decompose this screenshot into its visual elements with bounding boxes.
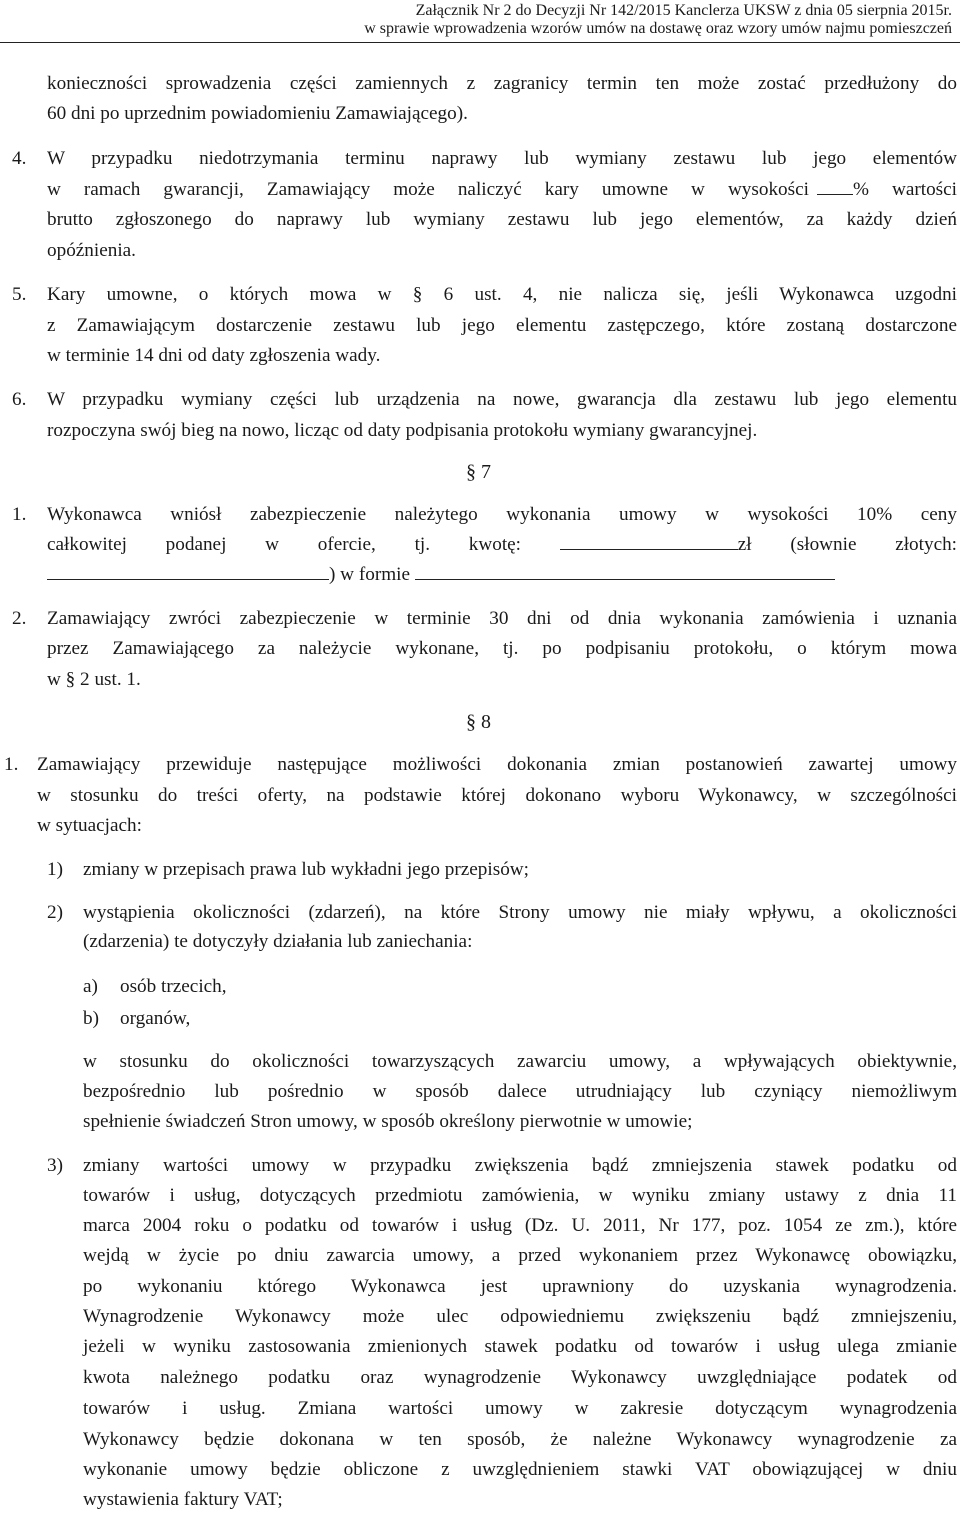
header-line-2: w sprawie wprowadzenia wzorów umów na dostawę oraz wzory umów najmu pomieszczeń xyxy=(364,20,952,37)
section-8-item-1-line-1: Zamawiający przewiduje następujące możliwości dokonania zmian postanowień zawartej umowy xyxy=(37,754,957,775)
list-item-3-line: towarów i usług. Zmiana wartości umowy w zakresie dotyczącym wynagrodzenia xyxy=(83,1398,957,1419)
paragraph-5-line-1 xyxy=(47,283,957,307)
section-8-item-1-line-3: w sytuacjach: xyxy=(37,815,142,836)
section-7-item-1-line-2-text: całkowitej podanej w ofercie, tj. kwotę: xyxy=(47,534,522,555)
section-7-item-2-line-2: przez Zamawiającego za należycie wykonane, tj. po podpisaniu protokołu, o którym mowa xyxy=(47,638,957,659)
amount-blank xyxy=(560,533,738,550)
list-item-3-number: 3) xyxy=(47,1155,63,1176)
section-sign-icon: § xyxy=(466,711,476,733)
paragraph-4-line-1: W przypadku niedotrzymania terminu naprawy lub wymiany zestawu lub jego elementów xyxy=(47,148,957,169)
section-8-item-1-line-2: w stosunku do treści oferty, na podstawie której dokonano wyboru Wykonawcy, w szczególności xyxy=(37,785,957,806)
security-form-blank xyxy=(415,563,835,580)
sub-item-b-text: organów, xyxy=(120,1008,191,1029)
sub-item-a-number: a) xyxy=(83,976,98,997)
section-sign-icon: § xyxy=(466,461,476,483)
list-item-3-line: towarów i usług, dotyczących przedmiotu zamówienia, w wyniku zmiany ustawy z dnia 11 xyxy=(83,1185,957,1206)
list-item-3-line: po wykonaniu którego Wykonawca jest uprawniony do uzyskania wynagrodzenia. xyxy=(83,1276,957,1297)
header-line-1: Załącznik Nr 2 do Decyzji Nr 142/2015 Kanclerza UKSW z dnia 05 sierpnia 2015r. xyxy=(415,2,952,19)
list-item-2-line-2: (zdarzenia) te dotyczyły działania lub zaniechania: xyxy=(83,931,473,952)
list-item-3-line: Wykonawcy będzie dokonana w ten sposób, że należne Wykonawcy wynagrodzenie za xyxy=(83,1429,957,1450)
section-7-item-2-line-1: Zamawiający zwróci zabezpieczenie w terminie 30 dni od dnia wykonania zamówienia i uznania xyxy=(47,608,957,629)
section-7-item-1-number: 1. xyxy=(12,504,27,525)
paragraph-4-line-2-tail: % wartości xyxy=(852,179,957,200)
section-7-item-2-number: 2. xyxy=(12,608,27,629)
section-sign-icon: § xyxy=(65,669,76,690)
paragraph-4-line-2 xyxy=(47,178,957,202)
section-8-number: 8 xyxy=(481,711,491,733)
paragraph-6-line-2: rozpoczyna swój bieg na nowo, licząc od daty podpisania protokołu wymiany gwarancyjnej. xyxy=(47,420,758,441)
list-item-2-tail-line-3: spełnienie świadczeń Stron umowy, w sposób określony pierwotnie w umowie; xyxy=(83,1111,693,1132)
list-item-2-line-1: wystąpienia okoliczności (zdarzeń), na które Strony umowy nie miały wpływu, a okoliczności xyxy=(83,902,957,923)
section-7-item-1-line-3-text: ) w formie xyxy=(329,564,410,585)
header-divider xyxy=(0,42,960,43)
continuation-line-1: konieczności sprowadzenia części zamiennych z zagranicy termin ten może zostać przedłużony do xyxy=(47,73,957,94)
list-item-3-line: kwota należnego podatku oraz wynagrodzenie Wykonawcy uwzględniające podatek od xyxy=(83,1367,957,1388)
list-item-3-line: wejdą w życie po dniu zawarcia umowy, a przed wykonaniem przez Wykonawcę obowiązku, xyxy=(83,1245,957,1266)
section-7-item-2-line-3-text: w xyxy=(47,669,61,690)
paragraph-4-number: 4. xyxy=(12,148,27,169)
section-8-heading xyxy=(466,710,491,734)
list-item-3-line: zmiany wartości umowy w przypadku zwiększenia bądź zmniejszenia stawek podatku od xyxy=(83,1155,957,1176)
section-7-number: 7 xyxy=(481,461,491,483)
section-7-item-1-line-3 xyxy=(47,563,957,587)
section-7-heading xyxy=(466,460,491,484)
section-sign-icon: § xyxy=(412,284,423,305)
paragraph-5-number: 5. xyxy=(12,284,27,305)
amount-in-words-blank xyxy=(47,563,329,580)
section-7-item-1-line-2 xyxy=(47,533,957,557)
list-item-3-line: marca 2004 roku o podatku od towarów i usług (Dz. U. 2011, Nr 177, poz. 1054 ze zm.), które xyxy=(83,1215,957,1236)
section-7-item-2-line-3-tail: 2 ust. 1. xyxy=(80,669,141,690)
paragraph-6-line-1: W przypadku wymiany części lub urządzenia na nowe, gwarancja dla zestawu lub jego elementu xyxy=(47,389,957,410)
paragraph-6-number: 6. xyxy=(12,389,27,410)
section-8-item-1-number: 1. xyxy=(4,754,19,775)
list-item-2-tail-line-1: w stosunku do okoliczności towarzyszących zawarciu umowy, a wpływających obiektywnie, xyxy=(83,1051,957,1072)
paragraph-4-line-3: brutto zgłoszonego do naprawy lub wymiany zestawu lub jego elementów, za każdy dzień xyxy=(47,209,957,230)
paragraph-4-line-2-text: w ramach gwarancji, Zamawiający może naliczyć kary umowne w wysokości xyxy=(47,179,809,200)
section-7-item-2-line-3 xyxy=(47,668,957,692)
list-item-3-line: wystawienia faktury VAT; xyxy=(83,1489,283,1510)
paragraph-5-line-3: w terminie 14 dni od daty zgłoszenia wady. xyxy=(47,345,381,366)
list-item-3-line: wykonanie umowy będzie obliczone z uwzględnieniem stawki VAT obowiązującej w dniu xyxy=(83,1459,957,1480)
paragraph-5-line-2: z Zamawiającym dostarczenie zestawu lub jego elementu zastępczego, które zostaną dostarczone xyxy=(47,315,957,336)
list-item-1-number: 1) xyxy=(47,859,63,880)
penalty-percent-blank xyxy=(817,178,853,195)
section-7-item-1-line-1: Wykonawca wniósł zabezpieczenie należytego wykonania umowy w wysokości 10% ceny xyxy=(47,504,957,525)
list-item-1-text: zmiany w przepisach prawa lub wykładni jego przepisów; xyxy=(83,859,529,880)
list-item-3-line: Wynagrodzenie Wykonawcy może ulec odpowiedniemu zwiększeniu bądź zmniejszeniu, xyxy=(83,1306,957,1327)
section-7-item-1-line-2-tail: zł (słownie złotych: xyxy=(737,534,958,555)
sub-item-a-text: osób trzecich, xyxy=(120,976,227,997)
list-item-2-tail-line-2: bezpośrednio lub pośrednio w sposób dalece utrudniający lub czyniący niemożliwym xyxy=(83,1081,957,1102)
paragraph-4-line-4: opóźnienia. xyxy=(47,240,136,261)
continuation-line-2: 60 dni po uprzednim powiadomieniu Zamawiającego). xyxy=(47,103,468,124)
sub-item-b-number: b) xyxy=(83,1008,99,1029)
list-item-2-number: 2) xyxy=(47,902,63,923)
list-item-3-line: jeżeli w wyniku zastosowania zmienionych stawek podatku od towarów i usług ulega zmianie xyxy=(83,1336,957,1357)
paragraph-5-line-1-tail: 6 ust. 4, nie nalicza się, jeśli Wykonawca uzgodni xyxy=(443,284,957,305)
paragraph-5-line-1-text: Kary umowne, o których mowa w xyxy=(47,284,392,305)
